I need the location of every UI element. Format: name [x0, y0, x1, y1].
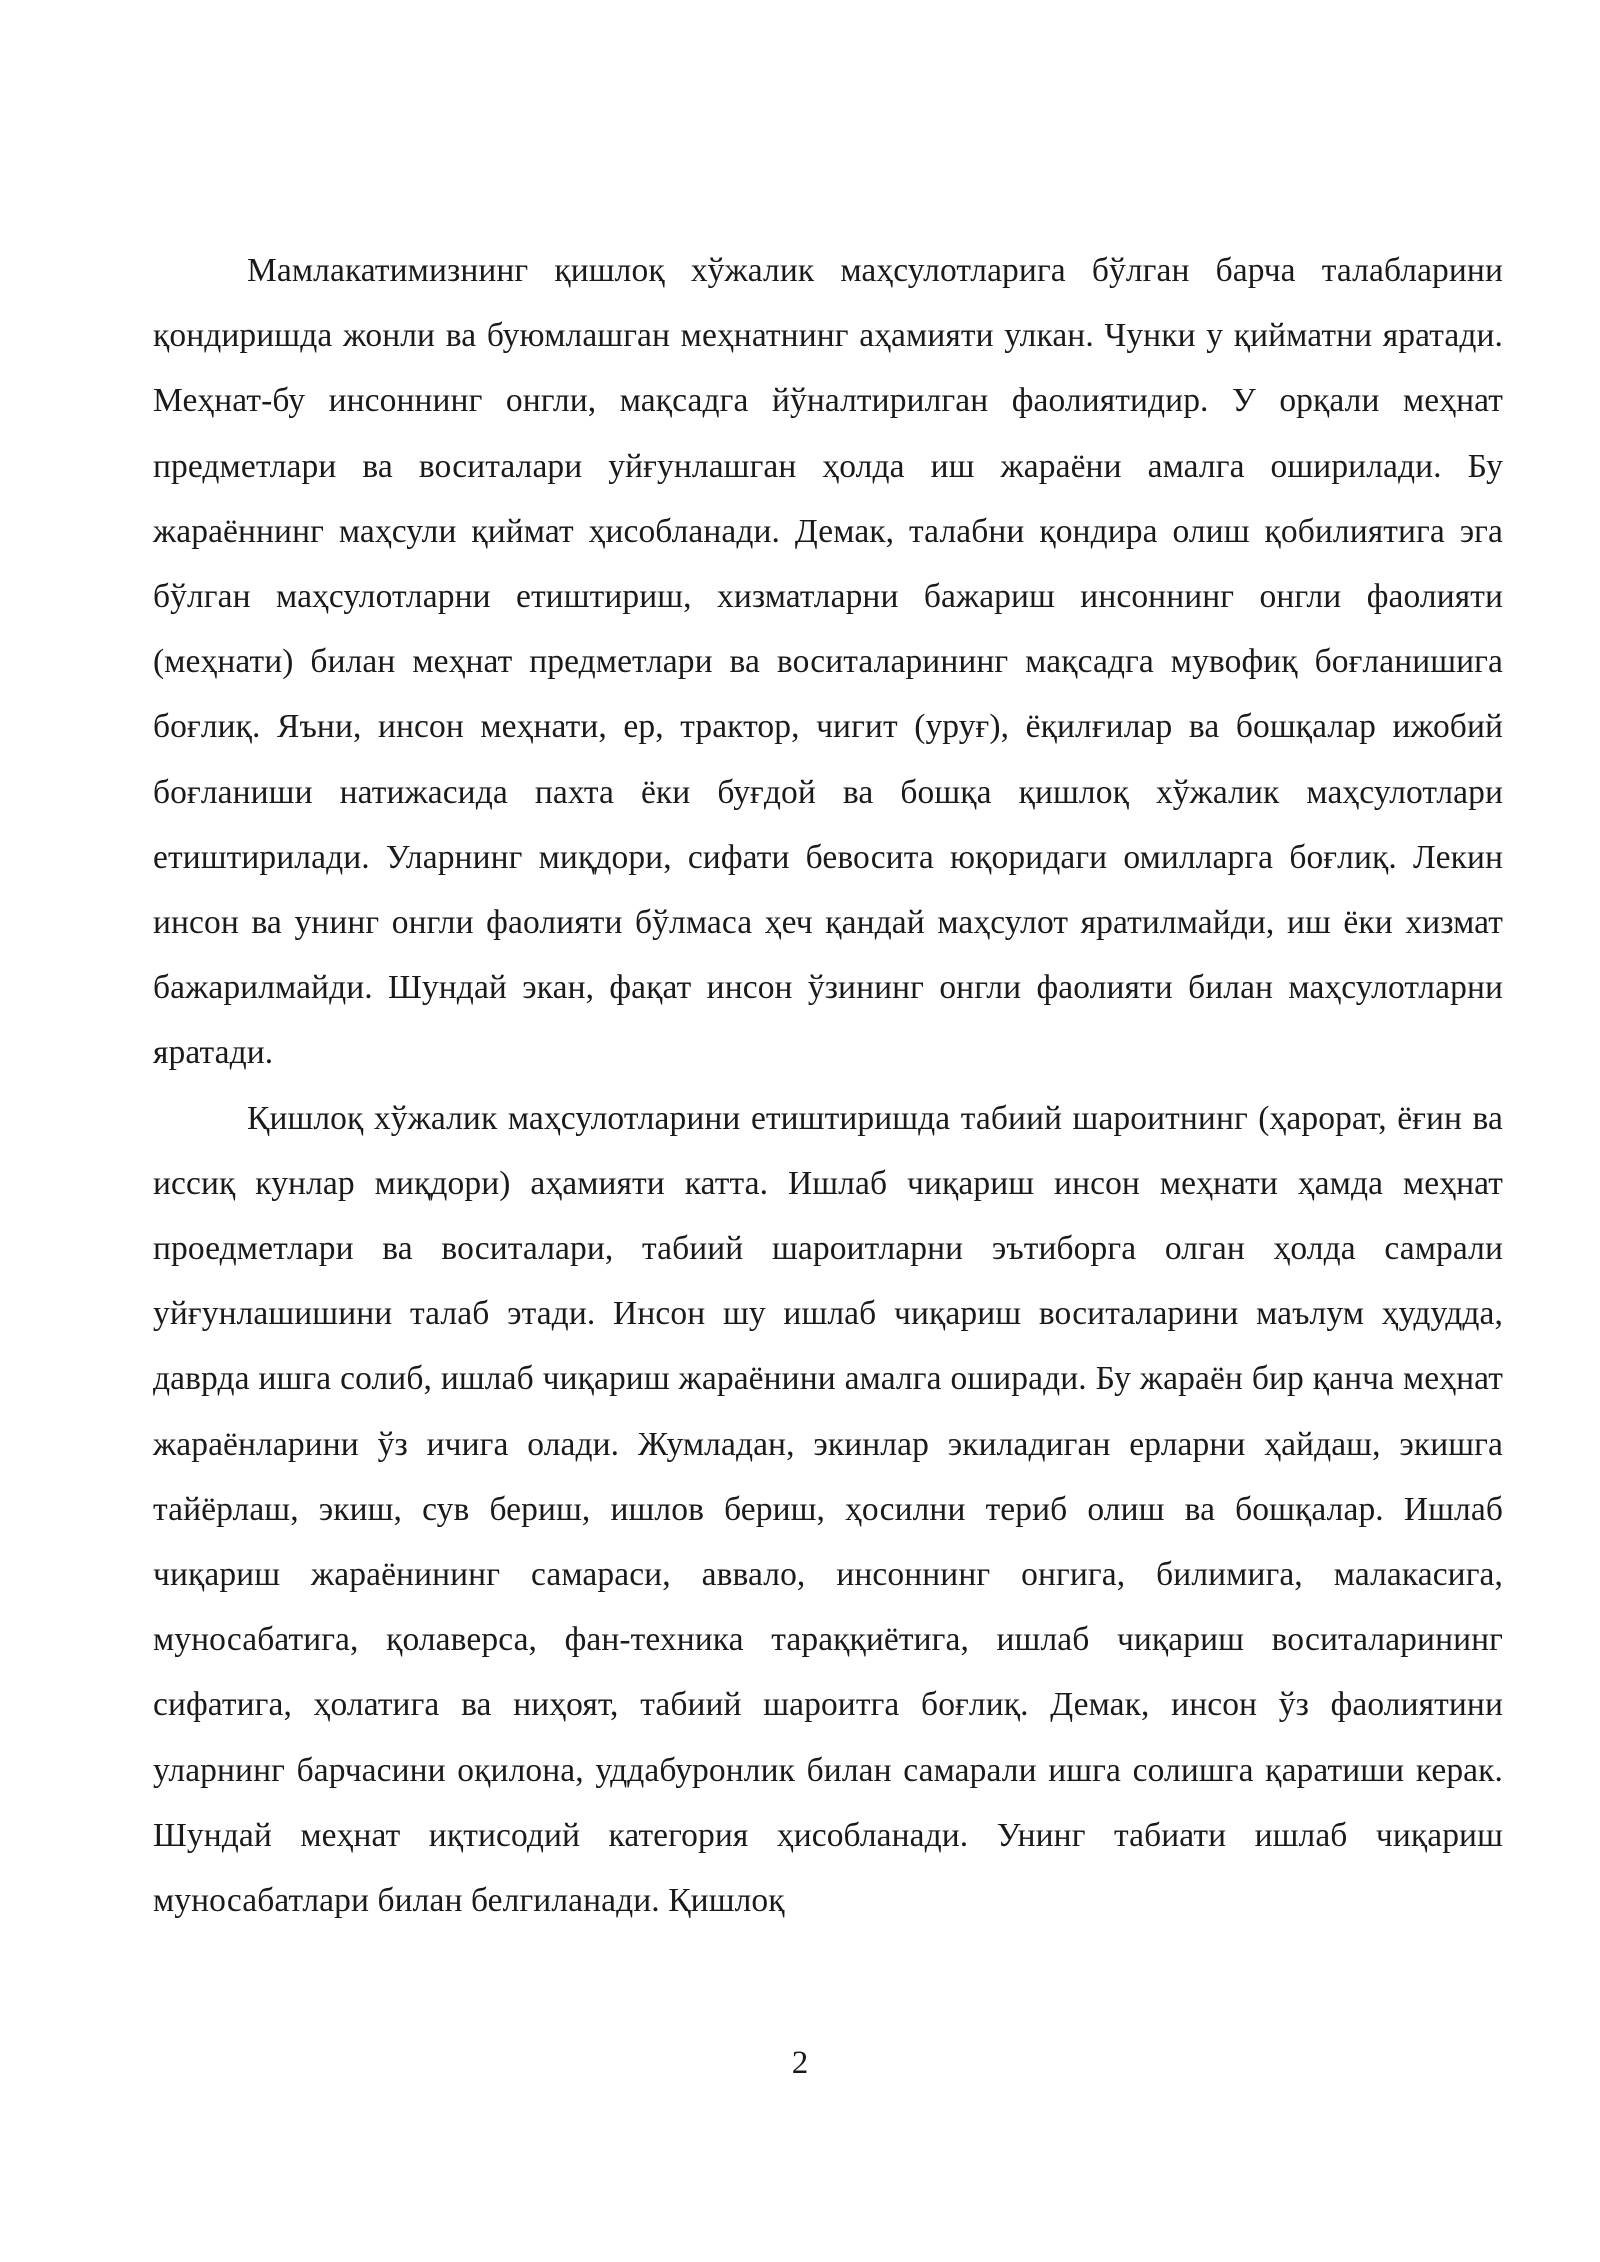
paragraph-1: Мамлакатимизнинг қишлоқ хўжалик маҳсулотларига бўлган барча талабларини қондиришда жонли ва буюмлашган меҳнатнинг аҳамияти улкан. Чунки у қийматни яратади. Меҳнат-бу инсоннинг онгли, мақсадга йўналтирилган фаолиятидир. У орқали меҳнат предметлари ва воситалари уйғунлашган ҳолда иш жараёни амалга оширилади. Бу жараённинг маҳсули қиймат ҳисобланади. Демак, талабни қондира олиш қобилиятига эга бўлган маҳсулотларни етиштириш, хизматларни бажариш инсоннинг онгли фаолияти (меҳнати) билан меҳнат предметлари ва воситаларининг мақсадга мувофиқ боғланишига боғлиқ. Яъни, инсон меҳнати, ер, трактор, чигит (уруғ), ёқилғилар ва бошқалар ижобий боғланиши натижасида пахта ёки буғдой ва бошқа қишлоқ хўжалик маҳсулотлари етиштирилади. Уларнинг миқдори, сифати бевосита юқоридаги омилларга боғлиқ. Лекин инсон ва унинг онгли фаолияти бўлмаса ҳеч қандай маҳсулот яратилмайди, иш ёки хизмат бажарилмайди. Шундай экан, фақат инсон ўзининг онгли фаолияти билан маҳсулотларни яратади.	[153, 252, 1503, 1072]
document-body	[153, 238, 1503, 1933]
paragraph-2: Қишлоқ хўжалик маҳсулотларини етиштиришда табиий шароитнинг (ҳарорат, ёғин ва иссиқ кунлар миқдори) аҳамияти катта. Ишлаб чиқариш инсон меҳнати ҳамда меҳнат проедметлари ва воситалари, табиий шароитларни эътиборга олган ҳолда самрали уйғунлашишини талаб этади. Инсон шу ишлаб чиқариш воситаларини маълум ҳудудда, даврда ишга солиб, ишлаб чиқариш жараёнини амалга оширади. Бу жараён бир қанча меҳнат жараёнларини ўз ичига олади. Жумладан, экинлар экиладиган ерларни ҳайдаш, экишга тайёрлаш, экиш, сув бериш, ишлов бериш, ҳосилни териб олиш ва бошқалар. Ишлаб чиқариш жараёнининг самараси, аввало, инсоннинг онгига, билимига, малакасига, муносабатига, қолаверса, фан-техника тараққиётига, ишлаб чиқариш воситаларининг сифатига, ҳолатига ва ниҳоят, табиий шароитга боғлиқ. Демак, инсон ўз фаолиятини уларнинг барчасини оқилона, уддабуронлик билан самарали ишга солишга қаратиши керак. Шундай меҳнат иқтисодий категория ҳисобланади. Унинг табиати ишлаб чиқариш муносабатлари билан белгиланади. Қишлоқ	[153, 1099, 1503, 1920]
page-number: 2	[791, 2045, 809, 2081]
